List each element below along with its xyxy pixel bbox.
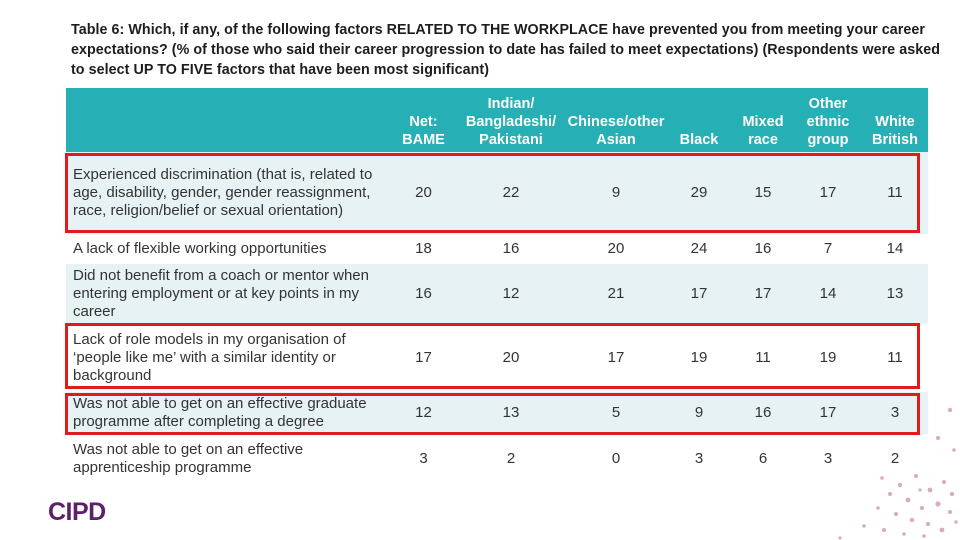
table-cell: 29: [666, 152, 732, 234]
table-cell: 16: [502, 240, 520, 257]
table-row: [66, 264, 928, 324]
row-label: Was not able to get on an effective graduate programme after completing a degree: [66, 392, 391, 434]
table-cell: 20: [502, 349, 520, 366]
table-row: [66, 392, 928, 434]
table-cell: 17: [607, 349, 625, 366]
table-cell: 9: [666, 392, 732, 434]
table-cell: 3: [419, 450, 428, 467]
table-cell: 19: [819, 349, 837, 366]
table-cell: 12: [391, 392, 456, 434]
header-row: [66, 88, 928, 152]
decorative-dots-icon: [820, 390, 960, 540]
table-cell: 12: [456, 264, 566, 324]
table-cell: 11: [755, 349, 771, 366]
table-cell: 20: [607, 240, 625, 257]
table-cell: 14: [794, 264, 862, 324]
cipd-logo: CIPD: [48, 498, 106, 526]
table-cell: 20: [391, 152, 456, 234]
header-cell: Indian/ Bangladeshi/ Pakistani: [456, 88, 566, 152]
table-row: [66, 434, 928, 484]
row-label: A lack of flexible working opportunities: [73, 240, 327, 257]
table-cell: 3: [823, 450, 833, 467]
table-title: Table 6: Which, if any, of the following factors RELATED TO THE WORKPLACE have prevented you from meeting your career expectations? (% of those who said their career progression to date has failed to meet expectations) (Respondents were asked to select UP TO FIVE factors that have been most significant): [71, 22, 940, 78]
header-cell: Chinese/other Asian: [566, 88, 666, 152]
row-label: Did not benefit from a coach or mentor when entering employment or at key points in my career: [66, 264, 391, 324]
table-cell: 24: [690, 240, 708, 257]
row-label: Experienced discrimination (that is, related to age, disability, gender, gender reassignment, race, religion/belief or sexual orientation): [66, 152, 391, 234]
header-cell: Other ethnic group: [794, 88, 862, 152]
table-cell: 0: [611, 450, 621, 467]
table-cell: 11: [862, 152, 928, 234]
table-cell: 17: [415, 349, 432, 366]
table-row: [66, 152, 928, 234]
table-cell: 7: [823, 240, 833, 257]
table-cell: 13: [456, 392, 566, 434]
row-label: Lack of role models in my organisation of ‘people like me’ with a similar identity or background: [73, 331, 346, 384]
table-cell: 16: [732, 392, 794, 434]
table-cell: 17: [732, 264, 794, 324]
table-cell: 9: [566, 152, 666, 234]
table-cell: 2: [506, 450, 516, 467]
header-cell: Black: [666, 88, 732, 152]
table-cell: 14: [886, 240, 904, 257]
table-cell: 16: [391, 264, 456, 324]
table-cell: 17: [794, 392, 862, 434]
table-cell: 15: [732, 152, 794, 234]
header-cell: [66, 88, 391, 152]
table-cell: 13: [862, 264, 928, 324]
table-cell: 11: [887, 349, 903, 366]
header-cell: White British: [862, 88, 928, 152]
table-cell: 17: [666, 264, 732, 324]
header-cell: Net: BAME: [391, 88, 456, 152]
row-label: Was not able to get on an effective apprenticeship programme: [73, 441, 304, 476]
table-cell: 2: [890, 450, 900, 467]
table-cell: 22: [456, 152, 566, 234]
table-cell: 18: [415, 240, 432, 257]
data-table: [66, 88, 928, 484]
table-cell: 16: [754, 240, 772, 257]
header-cell: Mixed race: [732, 88, 794, 152]
table-row: [66, 234, 928, 264]
table-cell: 6: [758, 450, 768, 467]
table-cell: 19: [690, 349, 708, 366]
table-cell: 5: [566, 392, 666, 434]
table-cell: 21: [566, 264, 666, 324]
table-cell: 3: [862, 392, 928, 434]
table-row: [66, 324, 928, 392]
table-cell: 17: [794, 152, 862, 234]
table-cell: 3: [694, 450, 704, 467]
